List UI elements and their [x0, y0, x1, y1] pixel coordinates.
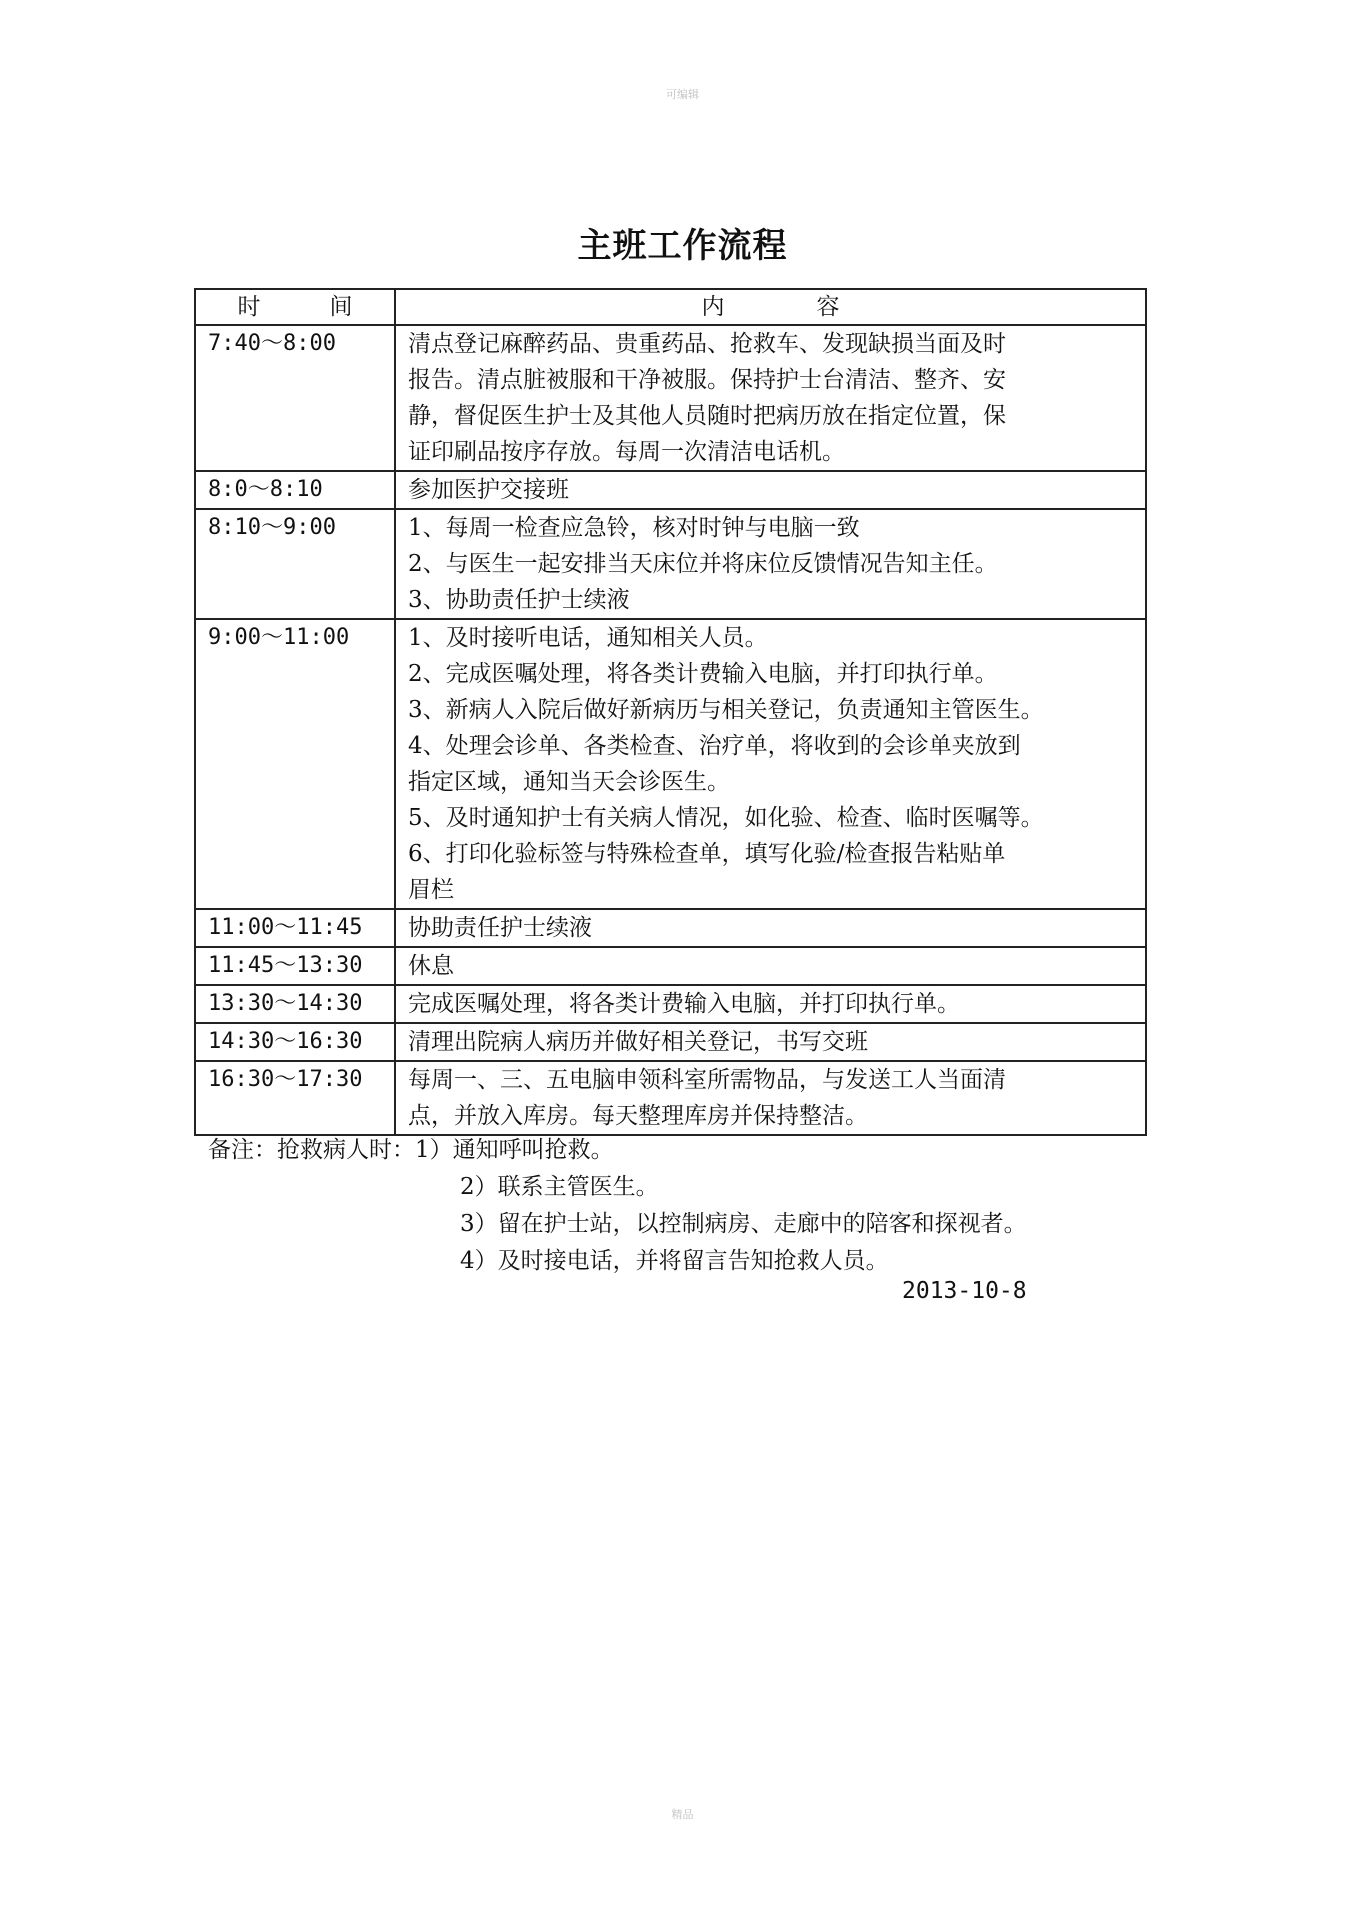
note-line: 3）留在护士站，以控制病房、走廊中的陪客和探视者。	[460, 1211, 1027, 1237]
table-row	[195, 325, 1146, 471]
table-row	[195, 985, 1146, 1023]
content-line: 2、与医生一起安排当天床位并将床位反馈情况告知主任。	[408, 551, 998, 577]
content-line: 证印刷品按序存放。每周一次清洁电话机。	[408, 439, 845, 465]
row-content	[395, 909, 1146, 947]
content-line: 3、新病人入院后做好新病历与相关登记，负责通知主管医生。	[408, 697, 1044, 723]
row-time: 11:00～11:45	[195, 909, 395, 947]
table-row	[195, 619, 1146, 909]
note-line: 2）联系主管医生。	[460, 1174, 659, 1200]
table-row	[195, 509, 1146, 619]
content-line: 点，并放入库房。每天整理库房并保持整洁。	[408, 1103, 868, 1129]
row-time: 7:40～8:00	[195, 325, 395, 471]
row-time: 11:45～13:30	[195, 947, 395, 985]
row-content	[395, 619, 1146, 909]
row-time: 14:30～16:30	[195, 1023, 395, 1061]
header-time: 时 间	[195, 289, 395, 325]
row-content	[395, 325, 1146, 471]
content-line: 静，督促医生护士及其他人员随时把病历放在指定位置，保	[408, 403, 1006, 429]
table-row	[195, 1061, 1146, 1135]
table-row	[195, 471, 1146, 509]
document-title: 主班工作流程	[577, 226, 788, 266]
row-content	[395, 1023, 1146, 1061]
table-header-row	[195, 289, 1146, 325]
content-line: 5、及时通知护士有关病人情况，如化验、检查、临时医嘱等。	[408, 805, 1044, 831]
footer-watermark: 精品	[671, 1808, 694, 1821]
header-watermark: 可编辑	[666, 88, 699, 101]
table-row	[195, 1023, 1146, 1061]
table-row	[195, 947, 1146, 985]
row-time: 8:0～8:10	[195, 471, 395, 509]
content-line: 眉栏	[408, 877, 454, 903]
content-line: 1、及时接听电话，通知相关人员。	[408, 625, 768, 651]
row-time: 9:00～11:00	[195, 619, 395, 909]
content-line: 清理出院病人病历并做好相关登记，书写交班	[408, 1029, 868, 1055]
content-line: 协助责任护士续液	[408, 915, 592, 941]
note-line: 4）及时接电话，并将留言告知抢救人员。	[460, 1248, 889, 1274]
notes-section	[208, 1132, 1027, 1280]
content-line: 3、协助责任护士续液	[408, 587, 630, 613]
document-date: 2013-10-8	[902, 1278, 1027, 1304]
content-line: 6、打印化验标签与特殊检查单，填写化验/检查报告粘贴单	[408, 841, 1006, 867]
content-line: 4、处理会诊单、各类检查、治疗单，将收到的会诊单夹放到	[408, 733, 1021, 759]
row-time: 16:30～17:30	[195, 1061, 395, 1135]
note-line: 备注：抢救病人时：1）通知呼叫抢救。	[208, 1137, 614, 1163]
content-line: 清点登记麻醉药品、贵重药品、抢救车、发现缺损当面及时	[408, 331, 1006, 357]
content-line: 指定区域，通知当天会诊医生。	[408, 769, 730, 795]
row-content	[395, 471, 1146, 509]
content-line: 1、每周一检查应急铃，核对时钟与电脑一致	[408, 515, 860, 541]
content-line: 2、完成医嘱处理，将各类计费输入电脑，并打印执行单。	[408, 661, 998, 687]
row-content	[395, 947, 1146, 985]
row-content	[395, 509, 1146, 619]
content-line: 休息	[408, 953, 454, 979]
row-content	[395, 985, 1146, 1023]
schedule-table	[194, 288, 1147, 1136]
row-time: 8:10～9:00	[195, 509, 395, 619]
row-content	[395, 1061, 1146, 1135]
table-row	[195, 909, 1146, 947]
content-line: 每周一、三、五电脑申领科室所需物品，与发送工人当面清	[408, 1067, 1006, 1093]
header-content: 内 容	[395, 289, 1146, 325]
content-line: 报告。清点脏被服和干净被服。保持护士台清洁、整齐、安	[408, 367, 1006, 393]
content-line: 参加医护交接班	[408, 477, 569, 503]
row-time: 13:30～14:30	[195, 985, 395, 1023]
content-line: 完成医嘱处理，将各类计费输入电脑，并打印执行单。	[408, 991, 960, 1017]
